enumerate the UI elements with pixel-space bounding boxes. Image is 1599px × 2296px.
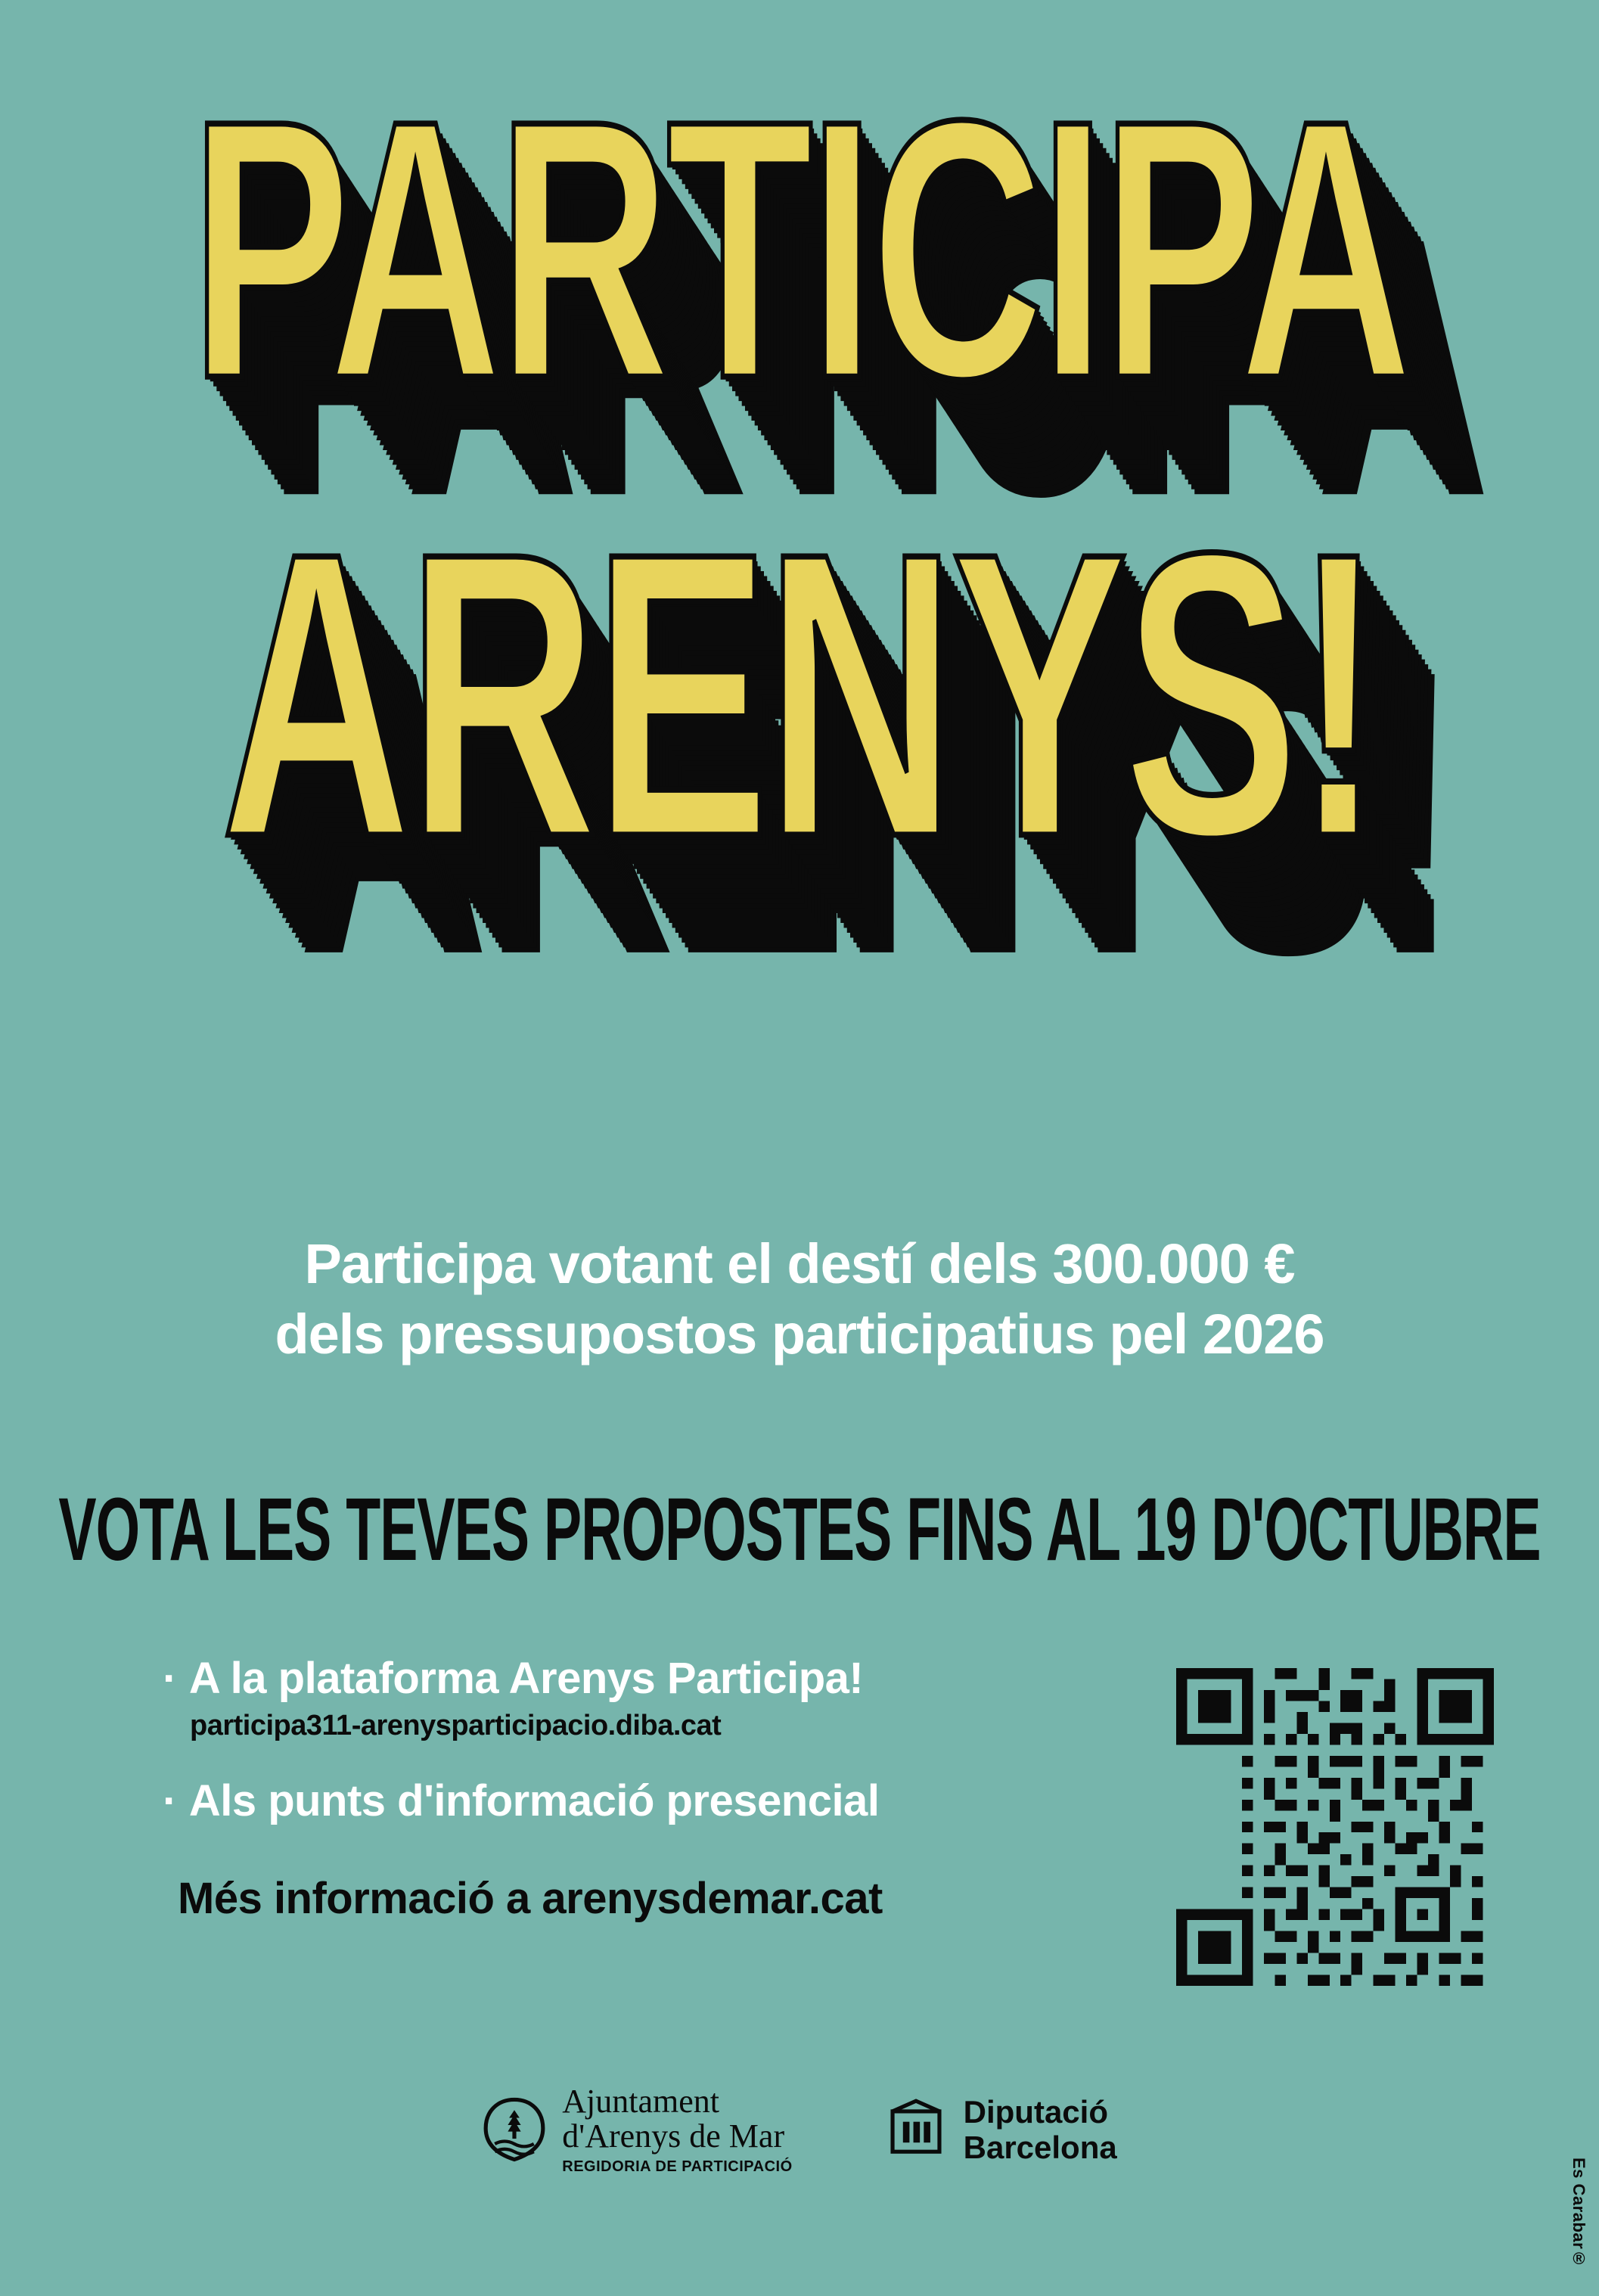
bullet-marker-icon: · xyxy=(163,1654,177,1703)
logo-diputacio-line2: Barcelona xyxy=(963,2130,1117,2166)
headline-line-1: PARTICIPA xyxy=(191,43,1408,455)
logo-ajuntament-line1: Ajuntament xyxy=(562,2083,719,2120)
logo-ajuntament-text xyxy=(562,2084,792,2175)
logo-ajuntament-line3: REGIDORIA DE PARTICIPACIÓ xyxy=(562,2158,793,2176)
info-block xyxy=(163,1653,1116,1924)
logo-ajuntament-line2: d'Arenys de Mar xyxy=(562,2117,785,2155)
footer-logos xyxy=(0,2084,1599,2175)
subtitle-line-2: dels pressupostos participatius pel 2026 xyxy=(275,1302,1324,1365)
platform-url[interactable]: participa311-arenysparticipacio.diba.cat xyxy=(190,1710,722,1741)
bullet-item-presencial xyxy=(163,1776,1116,1826)
qr-code[interactable] xyxy=(1176,1668,1494,1986)
subtitle-line-1: Participa votant el destí dels 300.000 € xyxy=(304,1232,1295,1295)
qr-code-icon xyxy=(1176,1668,1494,1986)
logo-diputacio-line1: Diputació xyxy=(963,2094,1108,2130)
logo-diputacio-text xyxy=(964,2094,1117,2165)
bullet-label-presencial: Als punts d'informació presencial xyxy=(188,1776,880,1825)
subtitle xyxy=(0,1229,1599,1369)
logo-diputacio-barcelona xyxy=(883,2094,1117,2165)
arenys-coat-of-arms-icon xyxy=(482,2097,547,2162)
more-info-text[interactable]: Més informació a arenysdemar.cat xyxy=(178,1874,883,1923)
bullet-item-platform xyxy=(163,1653,1116,1704)
deadline-text: VOTA LES TEVES PROPOSTES FINS AL 19 D'OCTUBRE xyxy=(58,1480,1541,1580)
designer-credit: Es Carabar® xyxy=(1570,2158,1588,2269)
bullet-marker-icon: · xyxy=(163,1776,177,1825)
diputacio-barcelona-icon xyxy=(883,2097,949,2162)
bullet-label-platform: A la plataforma Arenys Participa! xyxy=(188,1654,864,1703)
headline-block xyxy=(0,43,1599,1203)
headline-line-2: ARENYS! xyxy=(221,468,1378,921)
logo-ajuntament-arenys-de-mar xyxy=(482,2084,792,2175)
